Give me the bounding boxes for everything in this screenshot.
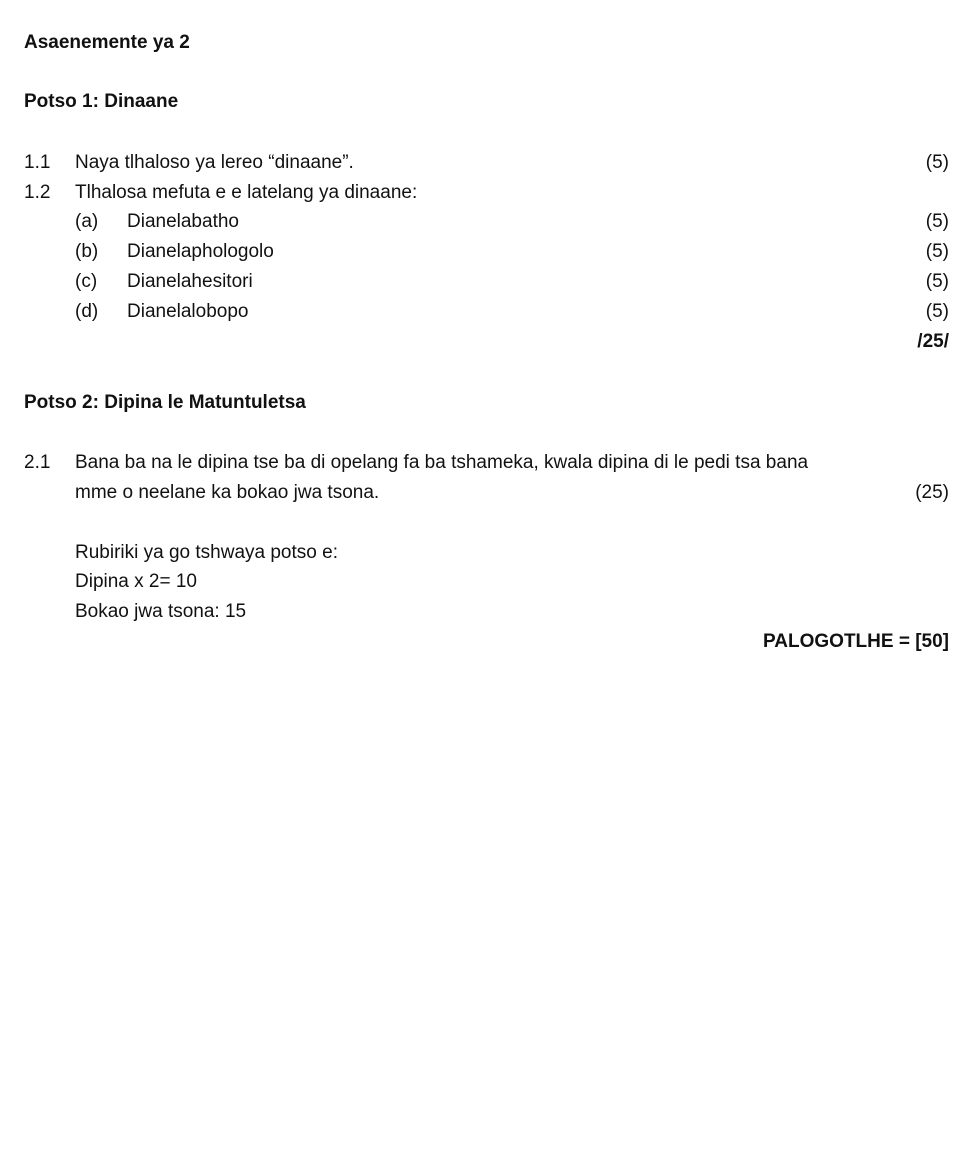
question-1-total	[24, 329, 949, 355]
subitem-text: Dianelalobopo	[127, 301, 249, 322]
subitem-mark: (5)	[925, 211, 949, 232]
question-2-1-line1	[24, 450, 949, 476]
question-1-title: Potso 1: Dinaane	[24, 91, 179, 112]
item-number: 1.2	[24, 182, 51, 203]
subitem-letter: (b)	[75, 241, 99, 262]
item-mark: (5)	[925, 152, 949, 173]
subitem-d	[24, 299, 949, 325]
subitem-mark: (5)	[925, 301, 949, 322]
item-text-continued: mme o neelane ka bokao jwa tsona.	[75, 482, 380, 503]
subitem-text: Dianelabatho	[127, 211, 239, 232]
item-text: Bana ba na le dipina tse ba di opelang fa ba tshameka, kwala dipina di le pedi tsa bana	[75, 452, 809, 473]
question-1-2	[24, 180, 949, 206]
rubric-title-text: Rubiriki ya go tshwaya potso e:	[75, 542, 338, 563]
rubric-line-2	[24, 599, 949, 625]
item-text: Naya tlhaloso ya lereo “dinaane”.	[75, 152, 354, 173]
subitem-mark: (5)	[925, 271, 949, 292]
subitem-a	[24, 209, 949, 235]
rubric-line-2-text: Bokao jwa tsona: 15	[75, 601, 247, 622]
item-number: 1.1	[24, 152, 51, 173]
grand-total-text: PALOGOTLHE = [50]	[763, 631, 949, 652]
question-2-1-line2	[24, 480, 949, 506]
subitem-letter: (a)	[75, 211, 99, 232]
item-text: Tlhalosa mefuta e e latelang ya dinaane:	[75, 182, 418, 203]
question-2-title: Potso 2: Dipina le Matuntuletsa	[24, 392, 306, 413]
subitem-text: Dianelaphologolo	[127, 241, 274, 262]
rubric-line-1-text: Dipina x 2= 10	[75, 571, 197, 592]
rubric-title	[24, 540, 949, 566]
subitem-b	[24, 239, 949, 265]
section-total: /25/	[917, 331, 949, 352]
grand-total	[24, 629, 949, 655]
item-number: 2.1	[24, 452, 51, 473]
question-1-1	[24, 150, 949, 176]
subitem-letter: (c)	[75, 271, 98, 292]
assignment-heading: Asaenemente ya 2	[24, 32, 190, 53]
subitem-text: Dianelahesitori	[127, 271, 253, 292]
subitem-mark: (5)	[925, 241, 949, 262]
subitem-c	[24, 269, 949, 295]
rubric-line-1	[24, 569, 949, 595]
subitem-letter: (d)	[75, 301, 99, 322]
item-mark: (25)	[915, 482, 949, 503]
